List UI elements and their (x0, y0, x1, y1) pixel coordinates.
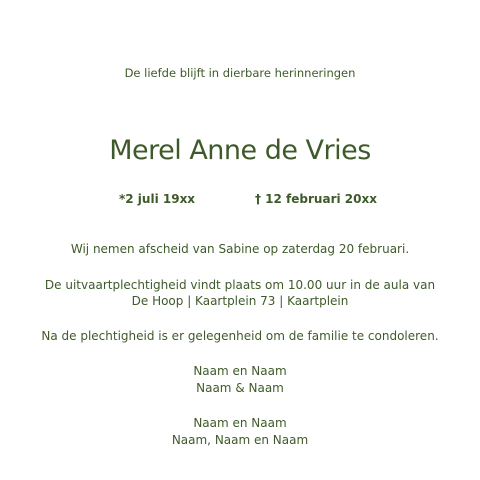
birth-date: *2 juli 19xx (119, 192, 196, 206)
signature-line: Naam en Naam (193, 364, 287, 378)
intro-text: De liefde blijft in dierbare herinneringen (124, 66, 356, 80)
dates-row (0, 191, 480, 207)
condolence-paragraph: Na de plechtigheid is er gelegenheid om de familie te condoleren. (41, 329, 439, 343)
deceased-name: Merel Anne de Vries (109, 135, 371, 166)
signature-line: Naam en Naam (193, 416, 287, 430)
signature-line: Naam, Naam en Naam (171, 433, 309, 447)
farewell-paragraph: Wij nemen afscheid van Sabine op zaterdag 20 februari. (70, 242, 410, 256)
ceremony-paragraph-line-1: De uitvaartplechtigheid vindt plaats om 10.00 uur in de aula van (44, 278, 436, 292)
signature-line: Naam & Naam (196, 381, 284, 395)
death-date: † 12 februari 20xx (255, 192, 377, 206)
ceremony-paragraph-line-2: De Hoop | Kaartplein 73 | Kaartplein (131, 294, 349, 308)
